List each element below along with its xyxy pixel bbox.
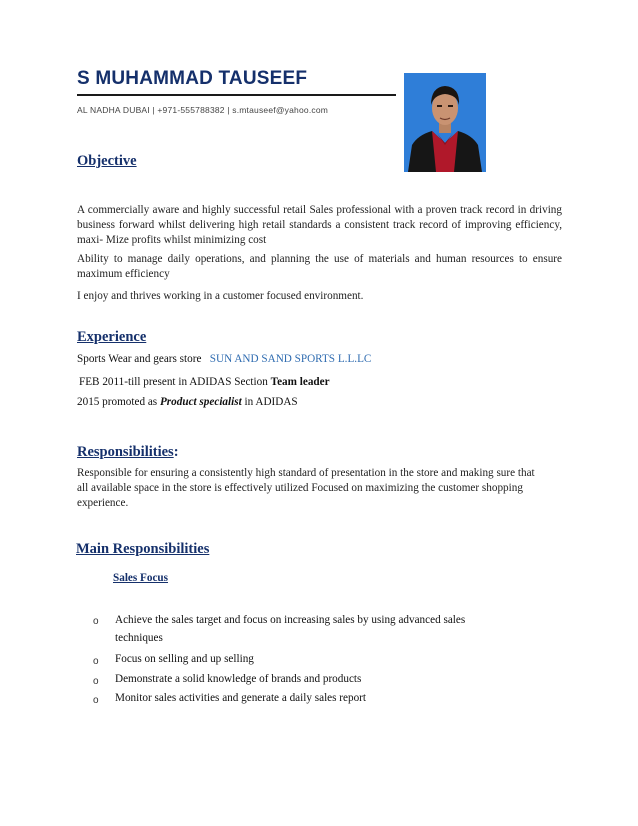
bullet-item: Monitor sales activities and generate a daily sales report bbox=[115, 692, 367, 704]
responsibilities-text: Responsible for ensuring a consistently high standard of presentation in the store and making sure that all available space in the store is effectively utilized Focused on maximizing the customer shopping experience. bbox=[77, 467, 535, 509]
name-divider bbox=[77, 94, 396, 96]
objective-paragraph-2: Ability to manage daily operations, and planning the use of materials and human resources to ensure maximum efficiency bbox=[77, 253, 562, 280]
responsibilities-heading: Responsibilities bbox=[77, 444, 174, 460]
profile-photo bbox=[404, 73, 486, 172]
experience-role-line bbox=[79, 376, 330, 388]
bullet-item: Achieve the sales target and focus on increasing sales by using advanced sales bbox=[115, 614, 466, 626]
objective-paragraph-3: I enjoy and thrives working in a customer focused environment. bbox=[77, 290, 364, 302]
company-name: SUN AND SAND SPORTS L.L.LC bbox=[209, 353, 372, 365]
candidate-name: S MUHAMMAD TAUSEEF bbox=[77, 68, 308, 89]
role-period: FEB 2011-till present in ADIDAS Section bbox=[79, 376, 271, 388]
responsibilities-colon: : bbox=[173, 444, 179, 460]
role-title: Team leader bbox=[270, 376, 330, 388]
bullet-item-continuation: techniques bbox=[115, 632, 163, 644]
bullet-item: Demonstrate a solid knowledge of brands and products bbox=[115, 673, 362, 685]
experience-promotion-line bbox=[77, 396, 298, 408]
promotion-suffix: in ADIDAS bbox=[241, 396, 298, 408]
bullet-item: Focus on selling and up selling bbox=[115, 653, 254, 665]
sales-focus-subheading: Sales Focus bbox=[113, 572, 169, 584]
store-type-label: Sports Wear and gears store bbox=[77, 353, 202, 365]
promotion-prefix: 2015 promoted as bbox=[77, 396, 160, 408]
objective-heading: Objective bbox=[77, 153, 137, 169]
bullet-marker: o bbox=[93, 656, 99, 667]
bullet-marker: o bbox=[93, 676, 99, 687]
responsibilities-heading-row bbox=[77, 443, 179, 461]
bullet-marker: o bbox=[93, 695, 99, 706]
experience-employer-line bbox=[77, 353, 371, 365]
profile-photo-image bbox=[404, 73, 486, 172]
main-responsibilities-heading: Main Responsibilities bbox=[76, 541, 210, 557]
bullet-marker: o bbox=[93, 616, 99, 627]
contact-line: AL NADHA DUBAI | +971-555788382 | s.mtauseef@yahoo.com bbox=[77, 105, 329, 115]
experience-heading: Experience bbox=[77, 329, 147, 345]
promotion-title: Product specialist bbox=[159, 396, 242, 408]
objective-paragraph-1: A commercially aware and highly successful retail Sales professional with a proven track record in driving business forward whilst delivering high retail standards a consistent track record of improving efficiency, maxi- Mize profits whilst minimizing cost bbox=[77, 204, 562, 246]
